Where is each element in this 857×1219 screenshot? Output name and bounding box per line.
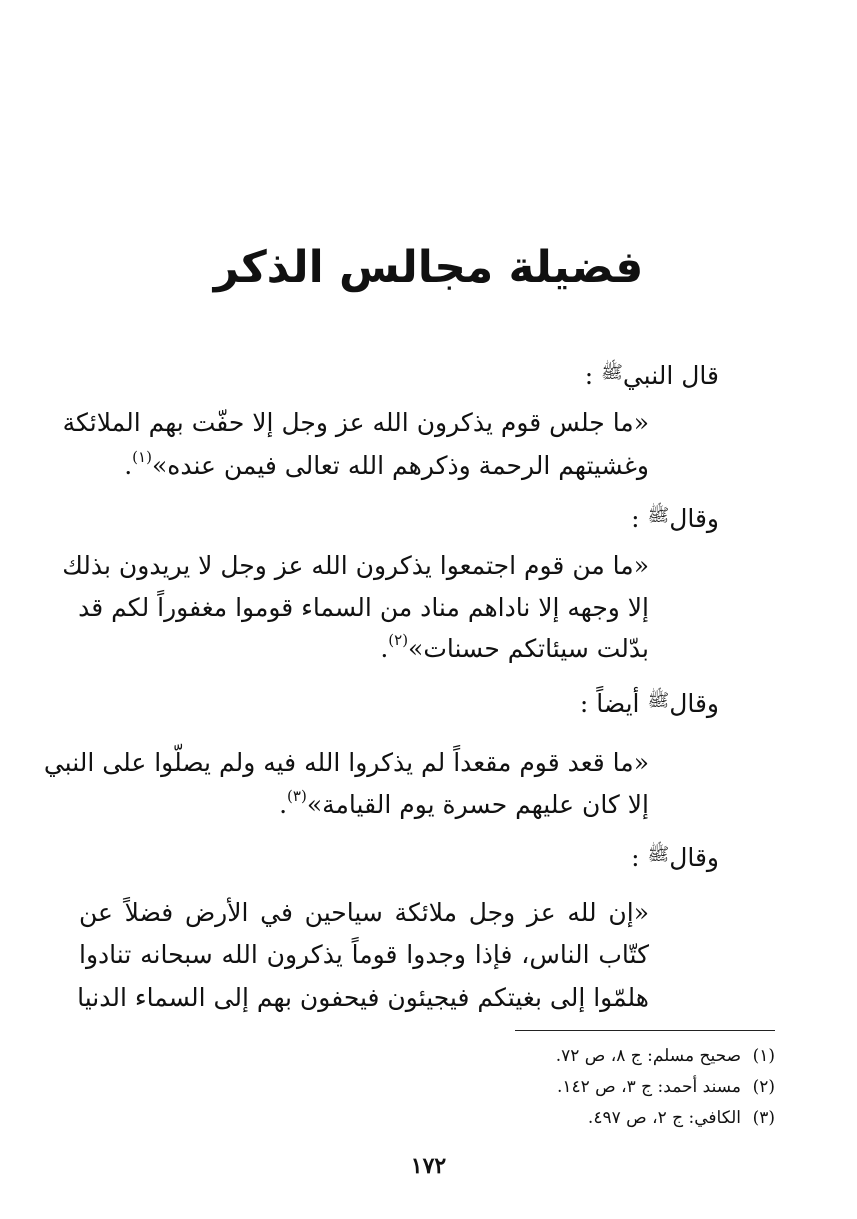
hadith-line-last [79,446,649,486]
section-1-intro-prefix: قال النبي [622,361,719,390]
hadith-line: «ما من قوم اجتمعوا يذكرون الله عز وجل لا يريدون بذلك [62,551,649,580]
footnote-ref-3[interactable]: (٣) [287,787,307,805]
salutation-glyph: ﷺ [601,362,623,383]
hadith-text: وغشيتهم الرحمة وذكرهم الله تعالى فيمن عنده» [151,451,649,480]
section-1-intro-suffix: : [584,361,602,390]
page-number: ١٧٢ [410,1153,447,1179]
hadith-line: «إن لله عز وجل ملائكة سياحين في الأرض فضلاً عن [79,898,649,927]
hadith-line: «ما جلس قوم يذكرون الله عز وجل إلا حفّت بهم الملائكة [62,408,649,437]
end-period: . [279,790,288,819]
section-3-intro-suffix: أيضاً : [579,689,648,718]
footnote-number: (١) [752,1046,775,1066]
footnote-ref-2[interactable]: (٢) [388,631,409,649]
hadith-line: إلا وجهه إلا ناداهم مناد من السماء قوموا مغفوراً لكم قد [78,593,649,622]
hadith-line: كتّاب الناس، فإذا وجدوا قوماً يذكرون الله سبحانه تنادوا [79,940,649,969]
hadith-line: هلمّوا إلى بغيتكم فيجيئون فيحفون بهم إلى السماء الدنيا [77,983,649,1012]
section-3-intro-prefix: وقال [669,689,719,718]
section-4-intro-prefix: وقال [669,843,719,872]
salutation-glyph: ﷺ [647,690,670,711]
section-2-intro [79,499,719,542]
hadith-text: إلا كان عليهم حسرة يوم القيامة» [306,790,649,819]
footnote-3 [588,1103,775,1133]
footnote-ref-1[interactable]: (١) [132,448,152,466]
footnote-number: (٣) [752,1108,775,1128]
salutation-glyph: ﷺ [647,844,670,865]
hadith-line-last [79,785,649,825]
footnote-text: مسند أحمد: ج ٣، ص ١٤٢. [556,1077,741,1097]
footnote-number: (٢) [752,1077,775,1097]
section-4-intro-suffix: : [631,843,648,872]
section-2-intro-suffix: : [631,504,648,533]
section-1-intro [79,356,719,399]
chapter-title: فضيلة مجالس الذكر [213,242,644,293]
section-2-intro-prefix: وقال [669,504,719,533]
footnote-divider [515,1030,775,1031]
hadith-line: «ما قعد قوم مقعداً لم يذكروا الله فيه ولم يصلّوا على النبي [43,748,649,777]
end-period: . [124,451,133,480]
end-period: . [380,634,389,663]
footnote-text: الكافي: ج ٢، ص ٤٩٧. [587,1108,741,1128]
footnote-text: صحيح مسلم: ج ٨، ص ٧٢. [555,1046,741,1066]
hadith-text: بدّلت سيئاتكم حسنات» [408,634,649,663]
section-4-intro [79,838,719,881]
hadith-line-last [79,629,649,669]
footnote-1 [556,1041,775,1071]
section-3-intro [79,684,719,727]
salutation-glyph: ﷺ [647,505,670,526]
footnote-2 [557,1072,775,1102]
